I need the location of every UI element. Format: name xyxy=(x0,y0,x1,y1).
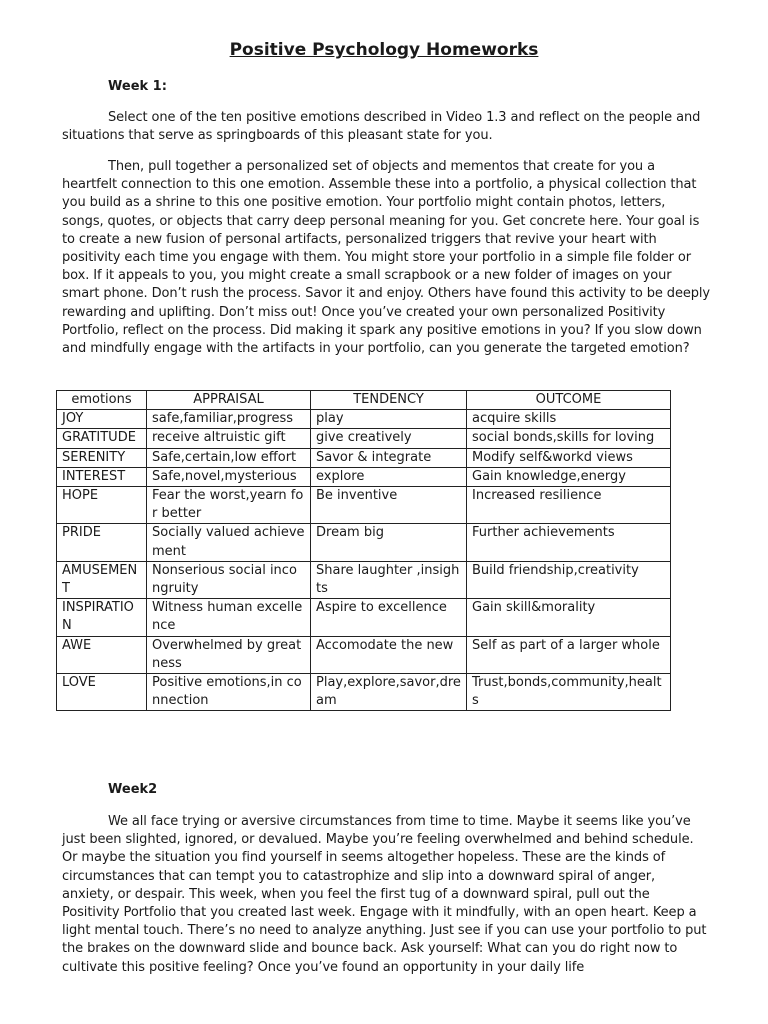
outcome-cell: Gain knowledge,energy xyxy=(467,467,671,486)
appraisal-cell: Socially valued achievement xyxy=(147,524,311,561)
table-row xyxy=(57,448,671,467)
outcome-cell: Build friendship,creativity xyxy=(467,561,671,598)
appraisal-cell: Positive emotions,in connection xyxy=(147,674,311,711)
header-tendency: TENDENCY xyxy=(311,391,467,410)
tendency-cell: explore xyxy=(311,467,467,486)
page-title: Positive Psychology Homeworks xyxy=(229,40,539,60)
outcome-cell: acquire skills xyxy=(467,410,671,429)
table-row xyxy=(57,524,671,561)
appraisal-cell: Fear the worst,yearn for better xyxy=(147,487,311,524)
emotions-table xyxy=(56,390,671,711)
outcome-cell: Increased resilience xyxy=(467,487,671,524)
table-row xyxy=(57,561,671,598)
emotion-cell: HOPE xyxy=(57,487,147,524)
emotion-cell: PRIDE xyxy=(57,524,147,561)
outcome-cell: Self as part of a larger whole xyxy=(467,636,671,673)
outcome-cell: Trust,bonds,community,healts xyxy=(467,674,671,711)
week1-paragraph-2: Then, pull together a personalized set of objects and mementos that create for you a heartfelt connection to this one emotion. Assemble these into a portfolio, a physical collection that you build as a shrine to this one positive emotion. Your portfolio might contain photos, letters, songs, quotes, or objects that carry deep personal meaning for you. Get concrete here. Your goal is to create a new fusion of personal artifacts, personalized triggers that revive your heart with positivity each time you engage with them. You might store your portfolio in a simple file folder or box. If it appeals to you, you might create a small scrapbook or a new folder of images on your smart phone. Don’t rush the process. Savor it and enjoy. Others have found this activity to be deeply rewarding and uplifting. Don’t miss out! Once you’ve created your own personalized Positivity Portfolio, reflect on the process. Did making it spark any positive emotions in you? If you slow down and mindfully engage with the artifacts in your portfolio, can you generate the targeted emotion? xyxy=(62,159,711,357)
week2-paragraph-1: We all face trying or aversive circumstances from time to time. Maybe it seems like you’ve just been slighted, ignored, or devalued. Maybe you’re feeling overwhelmed and behind schedule. Or maybe the situation you find yourself in seems altogether hopeless. These are the kinds of circumstances that can tempt you to catastrophize and slip into a downward spiral of anger, anxiety, or despair. This week, when you feel the first tug of a downward spiral, pull out the Positivity Portfolio that you created last week. Engage with it mindfully, with an open heart. Keep a light mental touch. There’s no need to analyze anything. Just see if you can use your portfolio to put the brakes on the downward slide and bounce back. Ask yourself: What can you do right now to cultivate this positive feeling? Once you’ve found an opportunity in your daily life xyxy=(62,814,707,975)
emotion-cell: SERENITY xyxy=(57,448,147,467)
outcome-cell: Gain skill&morality xyxy=(467,599,671,636)
appraisal-cell: Witness human excellence xyxy=(147,599,311,636)
table-row xyxy=(57,467,671,486)
emotion-cell: INTEREST xyxy=(57,467,147,486)
appraisal-cell: Safe,certain,low effort xyxy=(147,448,311,467)
table-row xyxy=(57,674,671,711)
tendency-cell: Be inventive xyxy=(311,487,467,524)
tendency-cell: Accomodate the new xyxy=(311,636,467,673)
emotion-cell: JOY xyxy=(57,410,147,429)
emotion-cell: LOVE xyxy=(57,674,147,711)
table-row xyxy=(57,410,671,429)
week2-heading: Week2 xyxy=(108,782,158,797)
header-outcome: OUTCOME xyxy=(467,391,671,410)
tendency-cell: Dream big xyxy=(311,524,467,561)
tendency-cell: Share laughter ,insights xyxy=(311,561,467,598)
emotion-cell: INSPIRATION xyxy=(57,599,147,636)
appraisal-cell: receive altruistic gift xyxy=(147,429,311,448)
tendency-cell: Aspire to excellence xyxy=(311,599,467,636)
week1-heading: Week 1: xyxy=(108,79,167,94)
table-row xyxy=(57,487,671,524)
emotion-cell: AWE xyxy=(57,636,147,673)
tendency-cell: Savor & integrate xyxy=(311,448,467,467)
week1-paragraph-1: Select one of the ten positive emotions described in Video 1.3 and reflect on the people and situations that serve as springboards of this pleasant state for you. xyxy=(62,110,701,144)
tendency-cell: Play,explore,savor,dream xyxy=(311,674,467,711)
header-appraisal: APPRAISAL xyxy=(147,391,311,410)
outcome-cell: social bonds,skills for loving xyxy=(467,429,671,448)
table-row xyxy=(57,636,671,673)
tendency-cell: give creatively xyxy=(311,429,467,448)
appraisal-cell: Nonserious social incongruity xyxy=(147,561,311,598)
outcome-cell: Modify self&workd views xyxy=(467,448,671,467)
table-header-row xyxy=(57,391,671,410)
table-row xyxy=(57,599,671,636)
emotion-cell: GRATITUDE xyxy=(57,429,147,448)
emotion-cell: AMUSEMENT xyxy=(57,561,147,598)
header-emotions: emotions xyxy=(57,391,147,410)
table-row xyxy=(57,429,671,448)
appraisal-cell: Overwhelmed by greatness xyxy=(147,636,311,673)
appraisal-cell: Safe,novel,mysterious xyxy=(147,467,311,486)
tendency-cell: play xyxy=(311,410,467,429)
outcome-cell: Further achievements xyxy=(467,524,671,561)
appraisal-cell: safe,familiar,progress xyxy=(147,410,311,429)
